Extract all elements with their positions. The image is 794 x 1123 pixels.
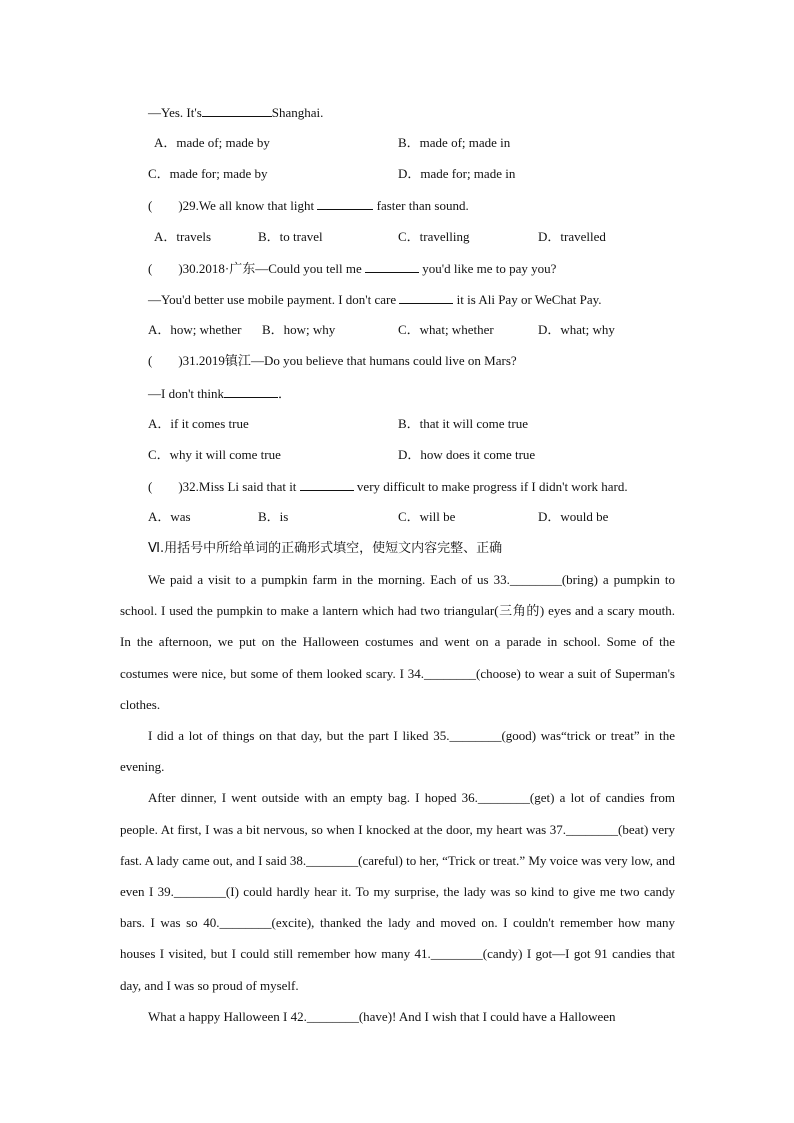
q29-options — [148, 229, 708, 245]
q28-options-row1 — [148, 135, 708, 151]
q30-option-d: D．what; why — [538, 322, 615, 337]
q31-reply-post: ． — [278, 386, 292, 401]
passage-paragraph-2: I did a lot of things on that day, but the part I liked 35.________(good) was“trick or treat” in the evening. — [120, 728, 675, 775]
q28-reply — [148, 104, 323, 121]
q30-reply-post: it is Ali Pay or WeChat Pay. — [453, 292, 602, 307]
q29-option-d: D．travelled — [538, 229, 606, 244]
answer-blank — [300, 478, 354, 491]
q32-option-c: C．will be — [398, 509, 456, 524]
answer-blank — [399, 291, 453, 304]
q32-number: ( )32. — [148, 479, 199, 494]
q30-option-a: A．how; whether — [148, 322, 242, 337]
q28-option-c: C．made for; made by — [148, 166, 268, 181]
q32-options — [148, 509, 708, 525]
q30-number: ( )30. — [148, 261, 199, 276]
q28-option-a: A．made of; made by — [154, 135, 270, 150]
passage-paragraph-1: We paid a visit to a pumpkin farm in the morning. Each of us 33.________(bring) a pumpkin to school. I used the pumpkin to make a lantern which had two triangular(三角的) eyes and a scary mouth. In the afternoon, we put on the Halloween costumes and went on a parade in school. Some of the costumes were nice, but some of them looked scary. I 34.________(choose) to wear a suit of Superman's clothes. — [120, 572, 675, 712]
q32-stem-post: very difficult to make progress if I didn't work hard. — [353, 479, 628, 494]
q31-options-row2 — [148, 447, 708, 463]
section-heading: Ⅵ.用括号中所给单词的正确形式填空，使短文内容完整、正确 — [148, 541, 503, 556]
q30-option-c: C．what; whether — [398, 322, 494, 337]
q29-option-a: A．travels — [154, 229, 212, 244]
q29-stem-post: faster than sound. — [373, 198, 469, 213]
q31-option-c: C．why it will come true — [148, 447, 281, 462]
q31-option-d: D．how does it come true — [398, 447, 536, 462]
q32-option-b: B．is — [258, 509, 289, 524]
q31-option-a: A．if it comes true — [148, 416, 249, 431]
q30-source: 2018·广东 — [198, 261, 256, 276]
passage — [120, 564, 675, 1032]
q30-reply-pre: —You'd better use mobile payment. I don't care — [148, 292, 400, 307]
q30-stem-pre: —Could you tell me — [255, 261, 366, 276]
q32-stem — [148, 478, 628, 495]
q29-option-b: B．to travel — [258, 229, 323, 244]
q31-reply-pre: —I don't think — [148, 386, 225, 401]
passage-paragraph-4: What a happy Halloween I 42.________(have)! And I wish that I could have a Halloween — [148, 1008, 616, 1024]
q31-stem-text: —Do you believe that humans could live on Mars? — [250, 353, 517, 368]
q29-number: ( )29. — [148, 198, 199, 213]
q30-option-b: B．how; why — [262, 322, 336, 337]
q29-option-c: C．travelling — [398, 229, 470, 244]
q32-option-d: D．would be — [538, 509, 609, 524]
q32-option-a: A．was — [148, 509, 191, 524]
answer-blank — [224, 385, 278, 398]
q32-stem-pre: Miss Li said that it — [198, 479, 300, 494]
q29-stem — [148, 197, 469, 214]
answer-blank — [365, 260, 419, 273]
q31-source: 2019镇江 — [198, 353, 251, 368]
q31-number: ( )31. — [148, 353, 199, 368]
q28-option-d: D．made for; made in — [398, 166, 516, 181]
q31-reply — [148, 385, 291, 402]
q31-option-b: B．that it will come true — [398, 416, 528, 431]
q31-stem — [148, 353, 517, 369]
q29-stem-pre: We all know that light — [198, 198, 318, 213]
q28-reply-post: Shanghai. — [271, 105, 324, 120]
q28-options-row2 — [148, 166, 708, 182]
passage-paragraph-3: After dinner, I went outside with an empty bag. I hoped 36.________(get) a lot of candies from people. At first, I was a bit nervous, so when I knocked at the door, my heart was 37.________(beat) very fast. A lady came out, and I said 38.________(careful) to her, “Trick or treat.” My voice was very low, and even I 39.________(I) could hardly hear it. To my surprise, the lady was so kind to give me two candy bars. I was so 40.________(excite), thanked the lady and moved on. I couldn't remember how many houses I visited, but I could still remember how many 41.________(candy) I got—I got 91 candies that day, and I was so proud of myself. — [120, 790, 675, 993]
q31-options-row1 — [148, 416, 708, 432]
answer-blank — [317, 197, 373, 210]
q30-stem-post: you'd like me to pay you? — [419, 261, 557, 276]
q28-reply-pre: —Yes. It's — [148, 105, 202, 120]
q30-options — [148, 322, 708, 338]
q28-option-b: B．made of; made in — [398, 135, 511, 150]
answer-blank — [202, 104, 272, 117]
q30-stem — [148, 260, 556, 277]
q30-reply — [148, 291, 602, 308]
